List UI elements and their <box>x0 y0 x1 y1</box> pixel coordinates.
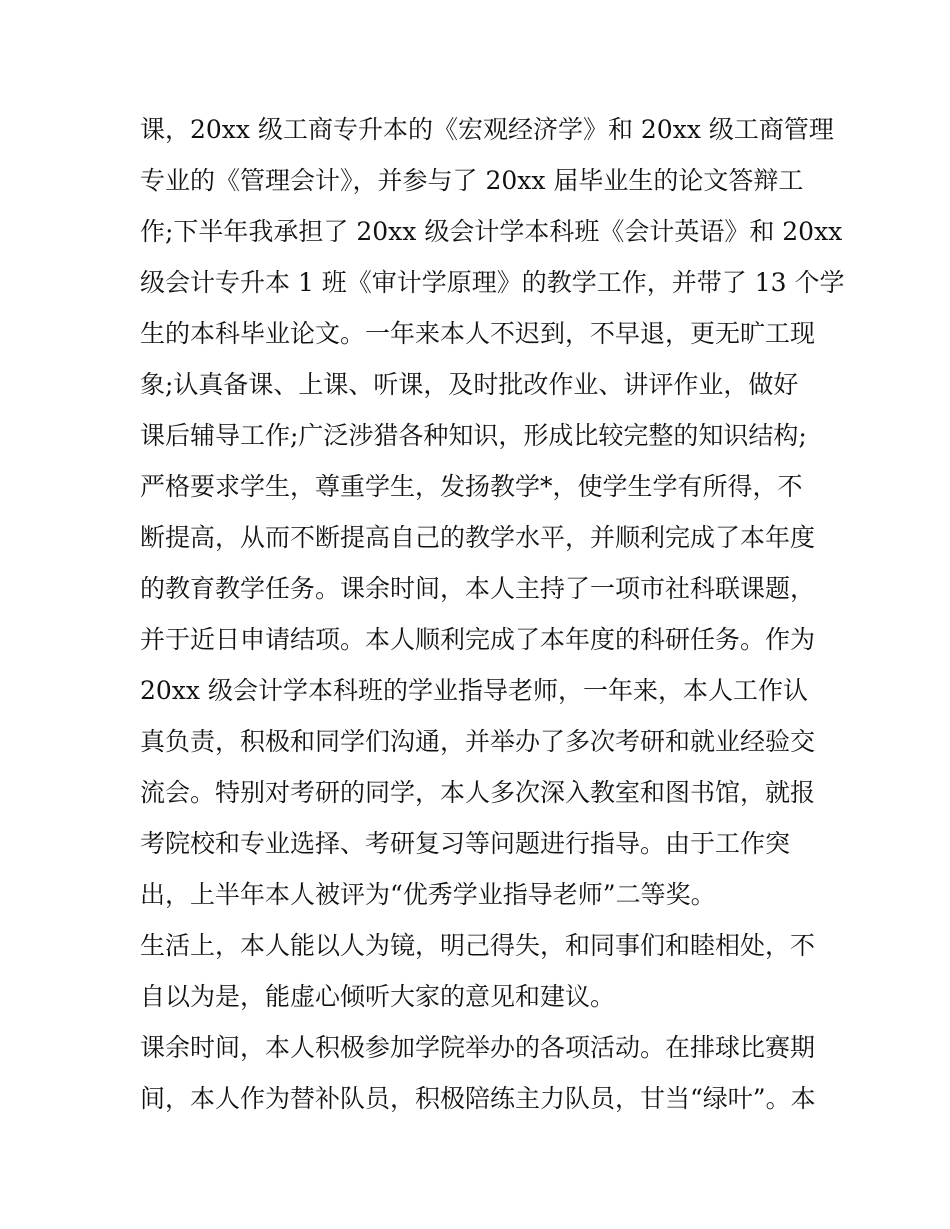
text-line: 严格要求学生，尊重学生，发扬教学*，使学生学有所得，不 <box>140 472 803 501</box>
paragraph-daily-life <box>140 920 820 1022</box>
text-line: 流会。特别对考研的同学，本人多次深入教室和图书馆，就报 <box>140 778 816 807</box>
text-line: 自以为是，能虚心倾听大家的意见和建议。 <box>140 982 616 1011</box>
text-line: 并于近日申请结项。本人顺利完成了本年度的科研任务。作为 <box>140 625 816 654</box>
text-line: 作;下半年我承担了 20xx 级会计学本科班《会计英语》和 20xx <box>140 217 843 246</box>
text-line: 象;认真备课、上课、听课，及时批改作业、讲评作业，做好 <box>140 370 799 399</box>
text-line: 生活上，本人能以人为镜，明己得失，和同事们和睦相处，不 <box>140 931 816 960</box>
text-line: 20xx 级会计学本科班的学业指导老师，一年来，本人工作认 <box>140 676 808 705</box>
text-line: 课余时间，本人积极参加学院举办的各项活动。在排球比赛期 <box>140 1033 816 1062</box>
text-line: 出，上半年本人被评为“优秀学业指导老师”二等奖。 <box>140 880 716 909</box>
paragraph-activities <box>140 1022 820 1124</box>
text-line: 考院校和专业选择、考研复习等问题进行指导。由于工作突 <box>140 829 791 858</box>
paragraph-teaching-work <box>140 104 845 920</box>
text-line: 级会计专升本 1 班《审计学原理》的教学工作，并带了 13 个学 <box>140 268 845 297</box>
text-line: 真负责，积极和同学们沟通，并举办了多次考研和就业经验交 <box>140 727 816 756</box>
text-line: 间，本人作为替补队员，积极陪练主力队员，甘当“绿叶”。本 <box>140 1084 816 1113</box>
text-line: 专业的《管理会计》，并参与了 20xx 届毕业生的论文答辩工 <box>140 166 804 195</box>
text-line: 断提高，从而不断提高自己的教学水平，并顺利完成了本年度 <box>140 523 816 552</box>
text-line: 的教育教学任务。课余时间，本人主持了一项市社科联课题， <box>140 574 816 603</box>
document-body <box>140 104 845 1124</box>
text-line: 课，20xx 级工商专升本的《宏观经济学》和 20xx 级工商管理 <box>140 115 834 144</box>
text-line: 课后辅导工作;广泛涉猎各种知识，形成比较完整的知识结构; <box>140 421 807 450</box>
text-line: 生的本科毕业论文。一年来本人不迟到，不早退，更无旷工现 <box>140 319 816 348</box>
